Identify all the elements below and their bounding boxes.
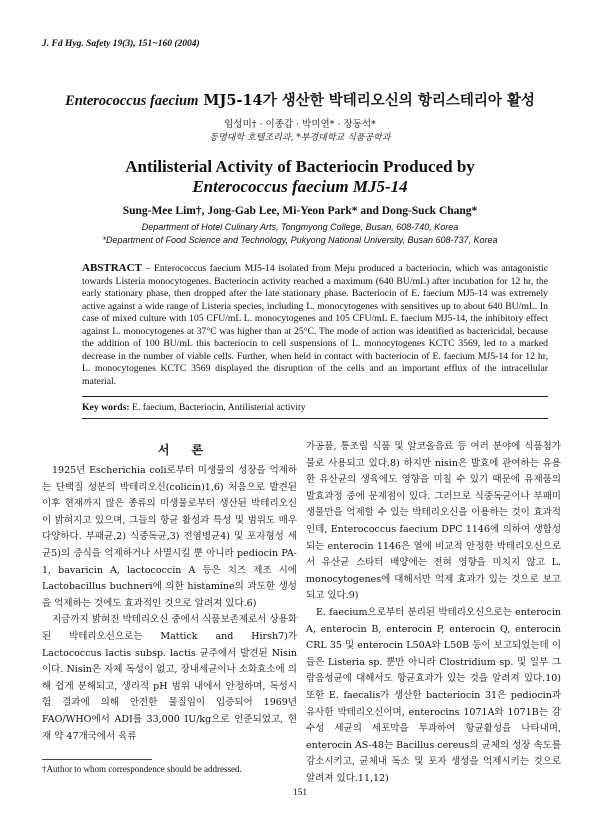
journal-header: J. Fd Hyg. Safety 19(3), 151~160 (2004) <box>42 39 200 49</box>
korean-affiliation: 동명대학 호텔조리과, *부경대학교 식품공학과 <box>209 133 391 143</box>
keywords-label: Key words: <box>82 402 130 413</box>
left-paragraph-1: 1925년 Escherichia coli로부터 미생물의 성장을 억제하는 단백질 성분의 박테리오신(colicin)1,6) 처음으로 발견된 이후 현재까지 많은 종류의 미생물로부터 생산된 박테리오신이 밝혀지고 있으며, 그들의 항균 활성과 특성 및 범위도 매우 다양하다. 부패균,2) 식중독균,3) 전염병균4) 및 포자형성 세균5)의 증식을 억제하거나 사멸시킬 뿐 아니라 pediocin PA-1, bavaricin A, lactococcin A 등은 치즈 제조 시에 Lactobacillus buchneri에 의한 histamine의 과도한 생성을 억제하는 것에도 효과적인 것으로 알려져 있다.6) <box>42 465 297 609</box>
english-affiliation-1: Department of Hotel Culinary Arts, Tongmyong College, Busan, 608-740, Korea <box>141 222 459 232</box>
korean-title <box>0 89 600 110</box>
english-title-line2: Enterococcus faecium MJ5-14 <box>192 177 408 196</box>
page-number: 151 <box>292 788 308 798</box>
abstract <box>82 262 548 388</box>
footnote: †Author to whom correspondence should be addressed. <box>42 764 242 774</box>
section-heading: 서론 <box>157 443 226 457</box>
right-paragraph-2: E. faecium으로부터 분리된 박테리오신으로는 enterocin A, enterocin B, enterocin P, enterocin Q, enterocin CRL 35 및 enterocin L50A와 L50B 등이 보고되었는데 이들은 Listeria sp. 뿐만 아니라 Clostridium sp. 및 일부 그람음성균에 대해서도 항균효과가 있는 것을 알려져 있다.10) 또한 E. faecalis가 생산한 bacteriocin 31은 pediocin과 유사한 박테리오신이며, enterocins 1071A와 1071B는 감수성 세균의 세포막을 투과하여 항균활성을 나타내며, enterocin AS-48는 Bacillus cereus의 균체의 성장 속도를 감소시키고, 균체내 독소 및 포자 생성을 억제시키는 것으로 알려져 있다.11,12) <box>306 606 561 784</box>
korean-title-rest: MJ5-14가 생산한 박테리오신의 항리스테리아 활성 <box>198 92 535 109</box>
english-title <box>0 157 600 197</box>
right-column <box>306 439 561 787</box>
left-paragraph-2: 지금까지 밝혀진 박테리오신 중에서 식품보존제로서 상용화된 박테리오신으로는 Mattick and Hirsh7)가 Lactococcus lactis subsp. lactis 균주에서 발견된 Nisin이다. Nisin은 자체 독성이 없고, 장내세균이나 소화효소에 의해 쉽게 분해되고, 생리적 pH 범위 내에서 안정하며, 독성시험 결과에 의해 안전한 물질임이 입증되어 1969년 FAO/WHO에서 ADI를 33,000 IU/kg으로 인준되었고, 현재 약 47개국에서 육류 <box>42 614 297 742</box>
korean-authors: 임성미† · 이종갑 · 박미연* · 장동석* <box>224 119 376 130</box>
keywords-text: E. faecium, Bacteriocin, Antilisterial activity <box>129 402 306 413</box>
right-paragraph-1: 가공품, 통조림 식품 및 알코올음료 등 여러 분야에 식품첨가물로 사용되고 있다.8) 하지만 nisin은 발효에 관여하는 유용한 유산균의 생육에도 영향을 미칠 수 있기 때문에 유제품의 발효과정 중에 문제점이 있다. 그러므로 식중독균이나 부패미생물만을 억제할 수 있는 박테리오신을 이용하는 것이 효과적인데, Enterococcus faecium DPC 1146에 의하여 생합성 되는 enterocin 1146은 열에 비교적 안정한 박테리오신으로서 유산균 스타터 배양에는 전혀 영향을 미치지 않고 L. monocytogenes에 대해서만 억제 효과가 있는 것으로 보고 되고 있다.9) <box>306 441 561 602</box>
keywords-divider <box>82 418 548 419</box>
abstract-label: ABSTRACT <box>82 262 142 274</box>
abstract-divider <box>82 396 548 397</box>
english-title-line1: Antilisterial Activity of Bacteriocin Produced by <box>125 157 475 176</box>
english-authors: Sung-Mee Lim†, Jong-Gab Lee, Mi-Yeon Park* and Dong-Suck Chang* <box>122 205 478 217</box>
left-column <box>42 463 297 745</box>
english-affiliation-2: *Department of Food Science and Technology, Pukyong National University, Busan 608-737, Korea <box>102 235 498 245</box>
abstract-text: – Enterococcus faecium MJ5-14 isolated from Meju produced a bacteriocin, which was antagonistic towards Listeria monocytogenes. Bacteriocin activity reached a maximum (640 BU/mL) after incubation for 12 hr, the early stationary phase, then dropped after the late stationary phase. Bacteriocin of E. faecium MJ5-14 was extremely active against a wide range of Listeria species, including L. monocytogenes with sensitives up to about 640 BU/mL. In case of mixed culture with 105 CFU/mL L. monocytogenes and 105 CFU/mL E. faecium MJ5-14, the inhibitory effect against L. monocytogenes at 37°C was higher than at 25°C. The mode of action was identified as bactericidal, because the addition of 100 BU/mL this bacteriocin to cell suspensions of L. monocytogenes KCTC 3569, led to a marked decrease in the number of viable cells. Further, when held in contact with bacteriocin of E. faecium MJ5-14 for 12 hr, L. monocytogenes KCTC 3569 displayed the disruption of the cells and an important efflux of the intracellular material. <box>82 263 548 387</box>
footnote-divider <box>42 759 152 760</box>
korean-title-species: Enterococcus faecium <box>65 93 199 109</box>
keywords <box>82 402 306 413</box>
